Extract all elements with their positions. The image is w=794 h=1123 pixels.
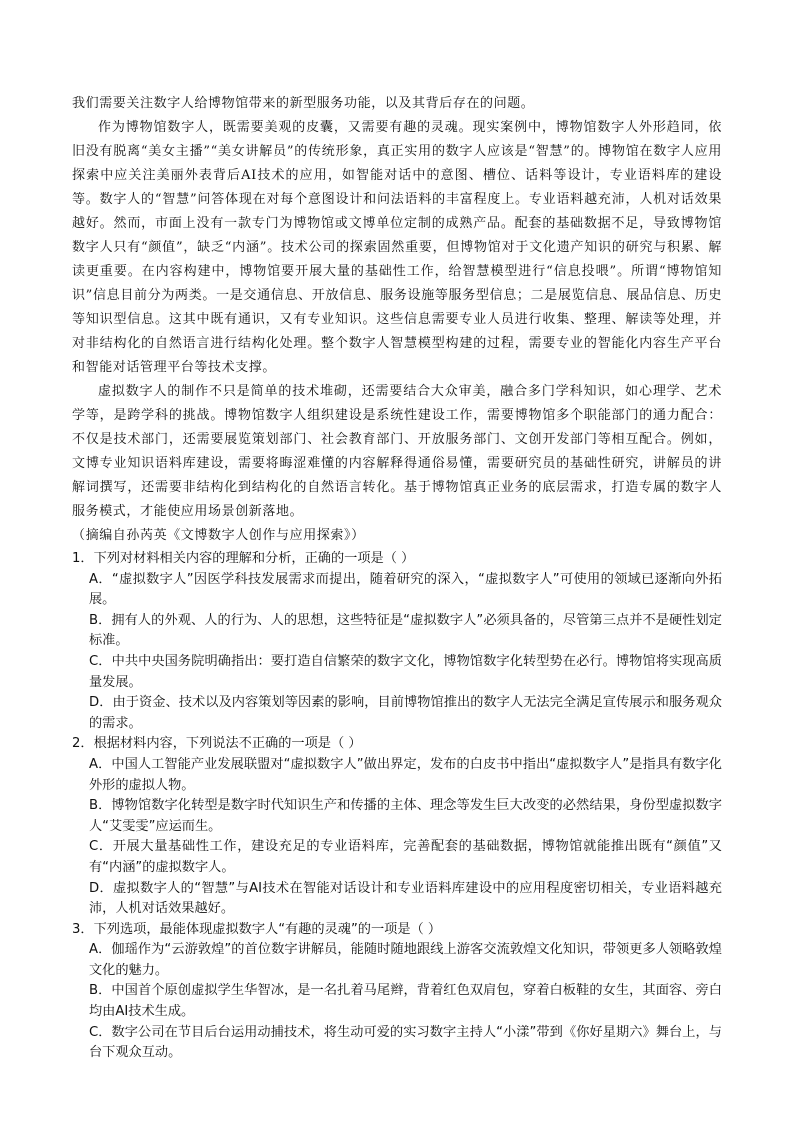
- option-c: C．中共中央国务院明确指出：要打造自信繁荣的数字文化，博物馆数字化转型势在必行。博物馆将实现高质量发展。: [89, 653, 722, 690]
- option-d: D．由于资金、技术以及内容策划等因素的影响，目前博物馆推出的数字人无法完全满足宣传展示和服务观众的需求。: [89, 695, 722, 731]
- question-2: [72, 734, 722, 919]
- question-number: 3．: [72, 921, 94, 937]
- question-stem: [72, 734, 722, 755]
- passage-paragraph-1: 我们需要关注数字人给博物馆带来的新型服务功能，以及其背后存在的问题。: [72, 96, 535, 111]
- option-a: A．“虚拟数字人”因医学科技发展需求而提出，随着研究的深入，“虚拟数字人”可使用的领域已逐渐向外拓展。: [89, 571, 722, 608]
- passage-paragraph-2: 作为博物馆数字人，既需要美观的皮囊，又需要有趣的灵魂。现实案例中，博物馆数字人外形趋同，依旧没有脱离“美女主播”“美女讲解员”的传统形象，真正实用的数字人应该是“智慧”的。博物馆在数字人应用探索中应关注美丽外表背后AI技术的应用，如智能对话中的意图、槽位、话料等设计，专业语料库的建设等。数字人的“智慧”问答体现在对每个意图设计和问法语料的丰富程度上。专业语料越充沛，人机对话效果越好。然而，市面上没有一款专门为博物馆或文博单位定制的成熟产品。配套的基础数据不足，导致博物馆数字人只有“颜值”，缺乏“内涵”。技术公司的探索固然重要，但博物馆对于文化遗产知识的研究与积累、解读更重要。在内容构建中，博物馆要开展大量的基础性工作，给智慧模型进行“信息投喂”。所谓“博物馆知识”信息目前分为两类。一是交通信息、开放信息、服务设施等服务型信息；二是展览信息、展品信息、历史等知识型信息。这其中既有通识，又有专业知识。这些信息需要专业人员进行收集、整理、解读等处理，并对非结构化的自然语言进行结构化处理。整个数字人智慧模型构建的过程，需要专业的智能化内容生产平台和智能对话管理平台等技术支撑。: [72, 120, 722, 375]
- option-c: C．开展大量基础性工作，建设充足的专业语料库，完善配套的基础数据，博物馆就能推出既有“颜值”又有“内涵”的虚拟数字人。: [89, 839, 722, 875]
- option-a: A．伽瑶作为“云游敦煌”的首位数字讲解员，能随时随地跟线上游客交流敦煌文化知识，带领更多人领略敦煌文化的魅力。: [89, 942, 722, 978]
- question-number: 2．: [72, 736, 94, 752]
- question-number: 1．: [72, 551, 94, 566]
- passage-paragraph-3: 虚拟数字人的制作不只是简单的技术堆砌，还需要结合大众审美，融合多门学科知识，如心理学、艺术学等，是跨学科的挑战。博物馆数字人组织建设是系统性建设工作，需要博物馆多个职能部门的通力配合：不仅是技术部门，还需要展览策划部门、社会教育部门、开放服务部门、文创开发部门等相互配合。例如，文博专业知识语料库建设，需要将晦涩难懂的内容解释得通俗易懂，需要研究员的基础性研究，讲解员的讲解词撰写，还需要非结构化到结构化的自然语言转化。基于博物馆真正业务的底层需求，打造专属的数字人服务模式，才能使应用场景创新落地。: [72, 384, 722, 519]
- reading-passage: [72, 92, 722, 548]
- option-b: B．博物馆数字化转型是数字时代知识生产和传播的主体、理念等发生巨大改变的必然结果，身份型虚拟数字人“艾雯雯”应运而生。: [89, 798, 722, 834]
- question-text: 根据材料内容，下列说法不正确的一项是（ ）: [93, 736, 362, 752]
- question-list: [72, 549, 722, 1064]
- option-b: B．中国首个原创虚拟学生华智冰，是一名扎着马尾辫，背着红色双肩包，穿着白板鞋的女生，其面容、旁白均由AI技术生成。: [89, 983, 722, 1020]
- question-stem: [72, 920, 722, 941]
- question-3: [72, 920, 722, 1064]
- passage-source: （摘编自孙芮英《文博数字人创作与应用探索》）: [72, 528, 365, 543]
- question-text: 下列选项，最能体现虚拟数字人“有趣的灵魂”的一项是（ ）: [93, 921, 442, 937]
- option-d: D．虚拟数字人的“智慧”与AI技术在智能对话设计和专业语料库建设中的应用程度密切相关，专业语料越充沛，人机对话效果越好。: [89, 880, 722, 917]
- option-a: A．中国人工智能产业发展联盟对“虚拟数字人”做出界定，发布的白皮书中指出“虚拟数字人”是指具有数字化外形的虚拟人物。: [89, 756, 722, 793]
- question-1: [72, 549, 722, 734]
- option-b: B．拥有人的外观、人的行为、人的思想，这些特征是“虚拟数字人”必须具备的，尽管第三点并不是硬性划定标准。: [89, 612, 722, 649]
- question-text: 下列对材料相关内容的理解和分析，正确的一项是（ ）: [93, 551, 415, 566]
- question-stem: [72, 549, 722, 570]
- option-c: C．数字公司在节目后台运用动捕技术，将生动可爱的实习数字主持人“小漾”带到《你好星期六》舞台上，与台下观众互动。: [89, 1024, 722, 1061]
